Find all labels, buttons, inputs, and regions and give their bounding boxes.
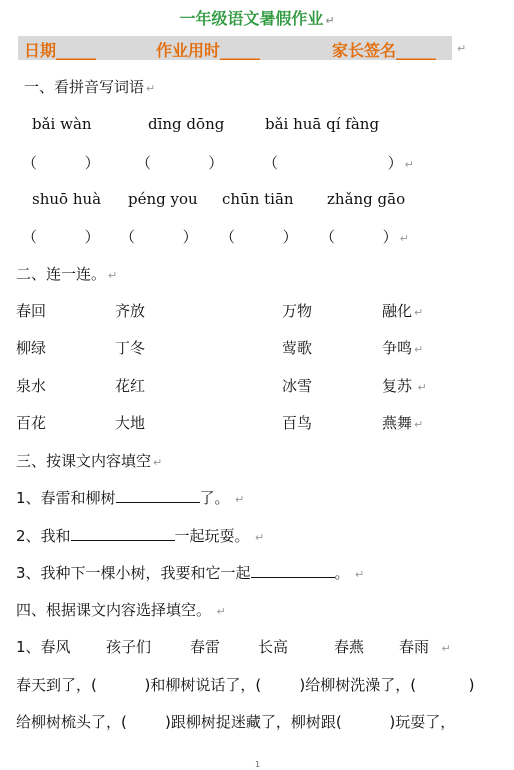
- page-number: 1: [255, 760, 261, 769]
- pinyin-6: chūn tiān: [222, 190, 294, 208]
- answer-box-5: （ ）: [120, 228, 198, 246]
- pinyin-4: shuō huà: [32, 190, 102, 208]
- fill-question-3: 3、我种下一棵小树，我要和它一起 。 ↵: [16, 564, 365, 582]
- pinyin-2: dīng dōng: [148, 115, 225, 133]
- match-word: 柳绿: [16, 339, 47, 357]
- match-word: 争鸣 ↵: [382, 339, 424, 357]
- option-label: 1、春风: [16, 638, 71, 656]
- parent-signature-field: 家长签名_____: [332, 41, 437, 60]
- pinyin-7: zhǎng gāo: [327, 190, 406, 208]
- option-word: 春雷: [190, 638, 221, 656]
- match-word: 花红: [115, 377, 146, 395]
- match-word: 大地: [115, 414, 146, 432]
- fill-question-1: 1、春雷和柳树 了。 ↵: [16, 489, 245, 507]
- match-word: 春回: [16, 302, 47, 320]
- option-word: 长高: [258, 638, 289, 656]
- section1-heading: 一、看拼音写词语 ↵: [24, 78, 156, 96]
- pinyin-1: bǎi wàn: [32, 115, 92, 133]
- date-field: 日期_____: [24, 41, 97, 60]
- match-word: 莺歌: [282, 339, 313, 357]
- answer-box-2: （ ）: [136, 154, 224, 172]
- match-word: 丁冬: [115, 339, 146, 357]
- paragraph-mark: ↵: [457, 42, 467, 55]
- answer-box-6: （ ）: [220, 228, 298, 246]
- match-word: 齐放: [115, 302, 146, 320]
- match-word: 万物: [282, 302, 313, 320]
- match-word: 冰雪: [282, 377, 313, 395]
- pinyin-3: bǎi huā qí fàng: [265, 115, 380, 133]
- time-field: 作业用时_____: [156, 41, 261, 60]
- answer-box-3: （ ） ↵: [263, 154, 414, 172]
- match-word: 百鸟: [282, 414, 313, 432]
- fill-question-2: 2、我和 一起玩耍。 ↵: [16, 527, 265, 545]
- choice-line-1: 春天到了，( )和柳树说话了，( )给柳树洗澡了，( ): [16, 676, 475, 694]
- pinyin-5: péng you: [128, 190, 198, 208]
- match-word: 复苏 ↵: [382, 377, 427, 395]
- match-word: 百花: [16, 414, 47, 432]
- option-word: 春燕: [334, 638, 365, 656]
- section3-heading: 三、按课文内容填空 ↵: [16, 452, 163, 470]
- answer-box-4: （ ）: [22, 228, 100, 246]
- section2-heading: 二、连一连。 ↵: [16, 265, 118, 283]
- answer-box-1: （ ）: [22, 154, 100, 172]
- match-word: 融化 ↵: [382, 302, 424, 320]
- section4-heading: 四、根据课文内容选择填空。 ↵: [16, 601, 226, 619]
- match-word: 燕舞 ↵: [382, 414, 424, 432]
- option-word: 春雨 ↵: [399, 638, 451, 656]
- page-title: 一年级语文暑假作业 ↵: [179, 9, 335, 28]
- match-word: 泉水: [16, 377, 47, 395]
- answer-box-7: （ ） ↵: [320, 228, 409, 246]
- option-word: 孩子们: [106, 638, 152, 656]
- choice-line-2: 给柳树梳头了，( )跟柳树捉迷藏了，柳树跟( )玩耍了，: [16, 713, 456, 731]
